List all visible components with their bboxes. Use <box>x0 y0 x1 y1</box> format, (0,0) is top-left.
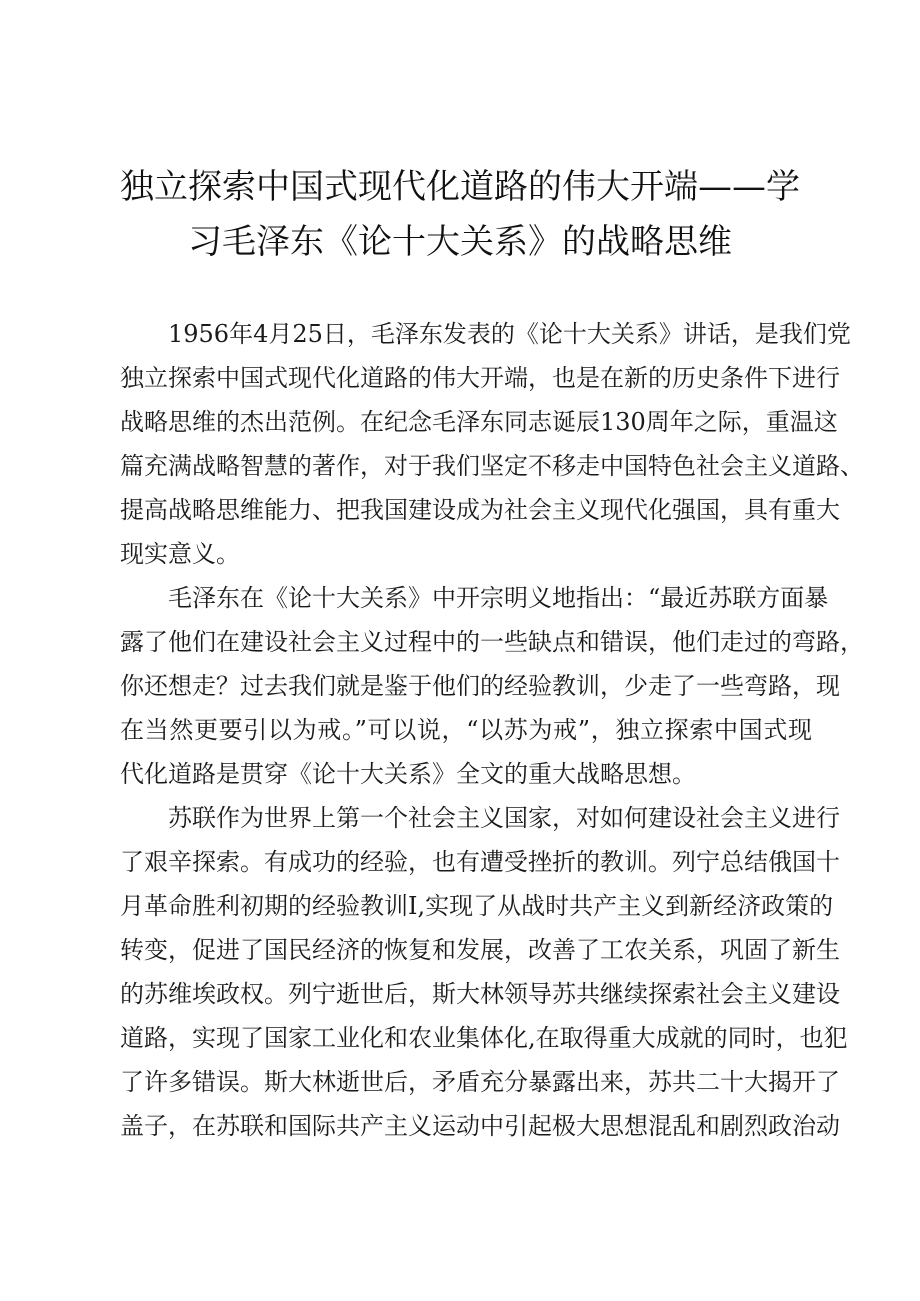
paragraph-line: 战略思维的杰出范例。在纪念毛泽东同志诞辰130周年之际，重温这 <box>120 408 838 436</box>
paragraph-line: 独立探索中国式现代化道路的伟大开端，也是在新的历史条件下进行 <box>120 364 840 392</box>
paragraph-line: 了许多错误。斯大林逝世后，矛盾充分暴露出来，苏共二十大揭开了 <box>120 1068 840 1096</box>
paragraph-line: 提高战略思维能力、把我国建设成为社会主义现代化强国，具有重大 <box>120 496 840 524</box>
paragraph-line: 毛泽东在《论十大关系》中开宗明义地指出：“最近苏联方面暴 <box>168 584 829 612</box>
paragraph-line: 代化道路是贯穿《论十大关系》全文的重大战略思想。 <box>120 760 696 788</box>
paragraph-line: 苏联作为世界上第一个社会主义国家，对如何建设社会主义进行 <box>168 804 840 832</box>
paragraph-line: 在当然更要引以为戒。”可以说，“以苏为戒”，独立探索中国式现 <box>120 716 812 744</box>
paragraph-line: 1956年4月25日，毛泽东发表的《论十大关系》讲话，是我们党 <box>168 320 851 348</box>
paragraph-line: 露了他们在建设社会主义过程中的一些缺点和错误，他们走过的弯路， <box>120 628 864 656</box>
paragraph-line: 现实意义。 <box>120 540 240 568</box>
document-title-line-2: 习毛泽东《论十大关系》的战略思维 <box>188 222 732 262</box>
document-title-line-1: 独立探索中国式现代化道路的伟大开端——学 <box>120 167 800 207</box>
paragraph-line: 了艰辛探索。有成功的经验，也有遭受挫折的教训。列宁总结俄国十 <box>120 848 840 876</box>
paragraph-line: 盖子，在苏联和国际共产主义运动中引起极大思想混乱和剧烈政治动 <box>120 1112 840 1140</box>
paragraph-line: 的苏维埃政权。列宁逝世后，斯大林领导苏共继续探索社会主义建设 <box>120 980 840 1008</box>
paragraph-line: 月革命胜利初期的经验教训I,实现了从战时共产主义到新经济政策的 <box>120 892 834 920</box>
paragraph-line: 你还想走？过去我们就是鉴于他们的经验教训，少走了一些弯路，现 <box>120 672 840 700</box>
paragraph-line: 道路，实现了国家工业化和农业集体化,在取得重大成就的同时，也犯 <box>120 1024 848 1052</box>
paragraph-line: 篇充满战略智慧的著作，对于我们坚定不移走中国特色社会主义道路、 <box>120 452 864 480</box>
paragraph-line: 转变，促进了国民经济的恢复和发展，改善了工农关系，巩固了新生 <box>120 936 840 964</box>
